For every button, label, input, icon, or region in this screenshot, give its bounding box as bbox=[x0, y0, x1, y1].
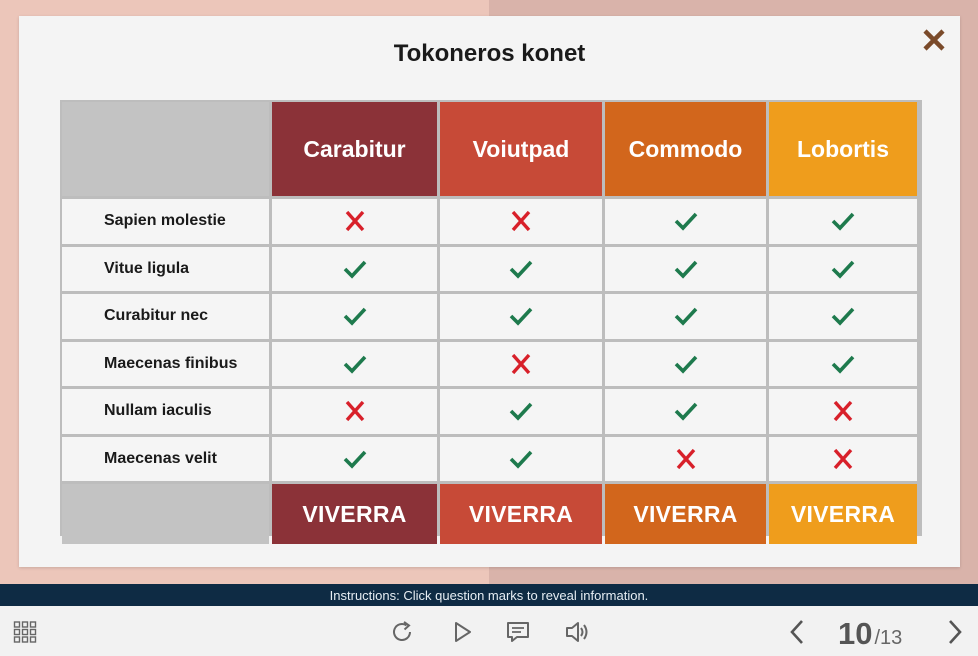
instructions-text: Instructions: Click question marks to reveal information. bbox=[329, 587, 649, 603]
footer-label: VIVERRA bbox=[633, 500, 738, 527]
captions-icon bbox=[505, 619, 531, 645]
table-cell bbox=[440, 199, 602, 244]
table-cell bbox=[440, 247, 602, 292]
play-button[interactable] bbox=[448, 618, 476, 646]
row-label: Maecenas finibus bbox=[62, 342, 269, 387]
column-header-label: Commodo bbox=[628, 135, 743, 162]
table-cell bbox=[769, 199, 917, 244]
table-cell bbox=[605, 247, 766, 292]
footer-cell[interactable] bbox=[605, 484, 766, 544]
table-cell bbox=[272, 247, 437, 292]
check-icon bbox=[342, 447, 368, 471]
comparison-table bbox=[60, 100, 922, 536]
check-icon bbox=[673, 304, 699, 328]
check-icon bbox=[508, 447, 534, 471]
row-label: Curabitur nec bbox=[62, 294, 269, 339]
check-icon bbox=[342, 257, 368, 281]
footer-corner bbox=[62, 484, 269, 544]
row-label: Vitue ligula bbox=[62, 247, 269, 292]
menu-button[interactable] bbox=[12, 619, 38, 645]
close-button[interactable] bbox=[918, 24, 950, 56]
instructions-bar bbox=[0, 584, 978, 606]
volume-icon bbox=[563, 619, 591, 645]
table-cell bbox=[605, 199, 766, 244]
slide-separator: / bbox=[874, 627, 881, 649]
cross-icon bbox=[673, 447, 699, 471]
table-cell bbox=[272, 199, 437, 244]
table-cell bbox=[769, 437, 917, 482]
chevron-left-icon bbox=[787, 617, 807, 647]
chevron-right-icon bbox=[945, 617, 965, 647]
footer-cell[interactable] bbox=[440, 484, 602, 544]
table-cell bbox=[440, 437, 602, 482]
table-cell bbox=[769, 247, 917, 292]
footer-label: VIVERRA bbox=[302, 500, 407, 527]
table-cell bbox=[272, 294, 437, 339]
check-icon bbox=[830, 304, 856, 328]
footer-cell[interactable] bbox=[769, 484, 917, 544]
column-header bbox=[605, 102, 766, 196]
row-label: Maecenas velit bbox=[62, 437, 269, 482]
column-header bbox=[440, 102, 602, 196]
column-header bbox=[272, 102, 437, 196]
table-cell bbox=[440, 342, 602, 387]
check-icon bbox=[342, 352, 368, 376]
check-icon bbox=[508, 304, 534, 328]
captions-button[interactable] bbox=[504, 618, 532, 646]
check-icon bbox=[673, 209, 699, 233]
cross-icon bbox=[342, 209, 368, 233]
table-cell bbox=[769, 294, 917, 339]
check-icon bbox=[830, 352, 856, 376]
table-cell bbox=[769, 342, 917, 387]
cross-icon bbox=[830, 399, 856, 423]
check-icon bbox=[830, 257, 856, 281]
cross-icon bbox=[508, 209, 534, 233]
replay-button[interactable] bbox=[388, 618, 416, 646]
table-cell bbox=[440, 389, 602, 434]
replay-icon bbox=[389, 619, 415, 645]
row-label: Sapien molestie bbox=[62, 199, 269, 244]
player-controls bbox=[0, 606, 978, 656]
check-icon bbox=[342, 304, 368, 328]
close-icon bbox=[918, 24, 950, 56]
popup-title: Tokoneros konet bbox=[393, 40, 586, 67]
cross-icon bbox=[342, 399, 368, 423]
table-cell bbox=[440, 294, 602, 339]
footer-label: VIVERRA bbox=[468, 500, 574, 527]
check-icon bbox=[508, 257, 534, 281]
popup-card bbox=[19, 16, 960, 567]
column-header-label: Voiutpad bbox=[472, 135, 570, 162]
table-cell bbox=[272, 342, 437, 387]
table-cell bbox=[605, 294, 766, 339]
check-icon bbox=[673, 257, 699, 281]
table-cell bbox=[272, 437, 437, 482]
table-cell bbox=[769, 389, 917, 434]
slide-counter bbox=[838, 616, 903, 651]
cross-icon bbox=[508, 352, 534, 376]
column-header bbox=[769, 102, 917, 196]
footer-label: VIVERRA bbox=[790, 500, 896, 527]
cross-icon bbox=[830, 447, 856, 471]
check-icon bbox=[673, 399, 699, 423]
column-header-label: Carabitur bbox=[303, 135, 406, 162]
next-slide-button[interactable] bbox=[942, 616, 968, 648]
check-icon bbox=[673, 352, 699, 376]
column-header-label: Lobortis bbox=[797, 135, 889, 162]
check-icon bbox=[508, 399, 534, 423]
current-slide: 10 bbox=[838, 616, 873, 651]
volume-button[interactable] bbox=[562, 618, 592, 646]
check-icon bbox=[830, 209, 856, 233]
header-corner bbox=[62, 102, 269, 196]
row-label: Nullam iaculis bbox=[62, 389, 269, 434]
table-cell bbox=[605, 342, 766, 387]
footer-cell[interactable] bbox=[272, 484, 437, 544]
table-cell bbox=[605, 437, 766, 482]
grid-menu-icon bbox=[13, 620, 37, 644]
table-cell bbox=[605, 389, 766, 434]
play-icon bbox=[451, 620, 473, 644]
total-slides: 13 bbox=[880, 627, 903, 649]
previous-slide-button[interactable] bbox=[784, 616, 810, 648]
table-cell bbox=[272, 389, 437, 434]
